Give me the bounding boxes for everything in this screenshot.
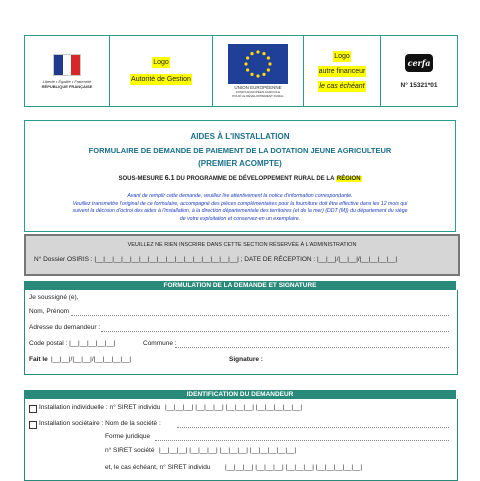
siret-company-field[interactable]: |__|__|__| |__|__|__| |__|__|__| |__|__|__|__|__|	[159, 447, 297, 454]
admin-fields	[34, 256, 458, 263]
admin-notice: VEUILLEZ NE RIEN INSCRIRE DANS CETTE SECTION RÉSERVÉE À L'ADMINISTRATION	[127, 242, 357, 248]
title-line3: (PREMIER ACOMPTE)	[198, 159, 282, 168]
siret-individual-optional-field[interactable]: |__|__|__| |__|__|__| |__|__|__| |__|__|__|__|__|	[225, 464, 363, 471]
legal-form-field[interactable]	[155, 440, 449, 441]
osiris-field: N° Dossier OSIRIS : |__|__|__|__|__|__|__|__|__|__|__|__|__|__|__|__|	[34, 256, 239, 263]
subtitle: SOUS-MESURE 6.1 DU PROGRAMME DE DÉVELOPPEMENT RURAL DE LA RÉGION	[118, 175, 361, 182]
date-field[interactable]: |__|__|/|__|__|/|__|__|__|__|	[51, 356, 132, 363]
corporate-checkbox[interactable]	[29, 421, 37, 429]
individual-checkbox[interactable]	[29, 405, 37, 413]
applicant-identification-section: Installation individuelle : n° SIRET individu |__|__|__| |__|__|__| |__|__|__| |__|__|__|__|__| Installation sociétaire : Nom de la société : Forme juridique n° SIRET société |__|__|__| |__|__|__| |__|__|__| |__|__|__|__|__| et, le cas échéant, n° SIRET individu |__|__|__| |__|__|__| |__|__|__| |__|__|__|__|__|	[24, 399, 458, 481]
postal-code-field[interactable]: Code postal : |__|__|__|__|__|	[29, 340, 116, 347]
demand-signature-section: Je soussigné (e), Nom, Prénom Adresse du demandeur : Code postal : |__|__|__|__|__| Commune : Fait le |__|__|/|__|__|/|__|__|__|__| Signature :	[24, 290, 458, 375]
title-line1: AIDES À L'INSTALLATION	[190, 132, 290, 141]
section-header-demand: FORMULATION DE LA DEMANDE ET SIGNATURE	[24, 281, 456, 290]
section-header-identification: IDENTIFICATION DU DEMANDEUR	[24, 390, 456, 399]
eu-logo: UNION EUROPÉENNE FONDS EUROPÉEN AGRICOLE POUR LE DÉVELOPPEMENT RURAL	[213, 36, 304, 106]
company-name-field[interactable]	[177, 427, 449, 428]
cerfa-number: N° 15321*01	[400, 81, 438, 89]
eu-flag-icon	[228, 44, 288, 84]
siret-individual-field[interactable]: |__|__|__| |__|__|__| |__|__|__| |__|__|__|__|__|	[165, 404, 303, 411]
address-field[interactable]	[101, 331, 449, 332]
reception-date-field: ; DATE DE RÉCEPTION : |__|__|/|__|__|/|__|__|__|__|	[240, 256, 398, 263]
form-title-box	[24, 120, 456, 232]
republique-francaise-logo: Liberté • Égalité • Fraternité RÉPUBLIQUE FRANÇAISE	[25, 36, 110, 106]
commune-field[interactable]	[175, 347, 449, 348]
signature-label: Signature :	[229, 356, 263, 363]
marianne-flag-icon	[53, 54, 81, 76]
cerfa-logo: cerfa	[405, 54, 433, 72]
logo-authority-placeholder: Logo Autorité de Gestion	[110, 36, 213, 106]
logo-funder-placeholder: Logo autre financeur le cas échéant	[304, 36, 381, 106]
logo-header	[24, 35, 458, 107]
notice-text: Avant de remplir cette demande, veuillez lire attentivement la notice d'information correspondante. Veuillez transmettre l'original de ce formulaire, accompagné des pièces complémentaires pour la fourniture doit être effective dans les 12 mois qui suivent la décision d'octroi des aides à l'installation, à la direction départementale des territoires (et de la mer) (DDT (M)) du département du siège de votre exploitation et conservez-en un exemplaire.	[72, 193, 408, 222]
cerfa-block	[381, 36, 457, 106]
admin-reserved-section	[24, 234, 460, 276]
title-line2: FORMULAIRE DE DEMANDE DE PAIEMENT DE LA DOTATION JEUNE AGRICULTEUR	[88, 146, 392, 155]
name-field[interactable]	[71, 315, 449, 316]
